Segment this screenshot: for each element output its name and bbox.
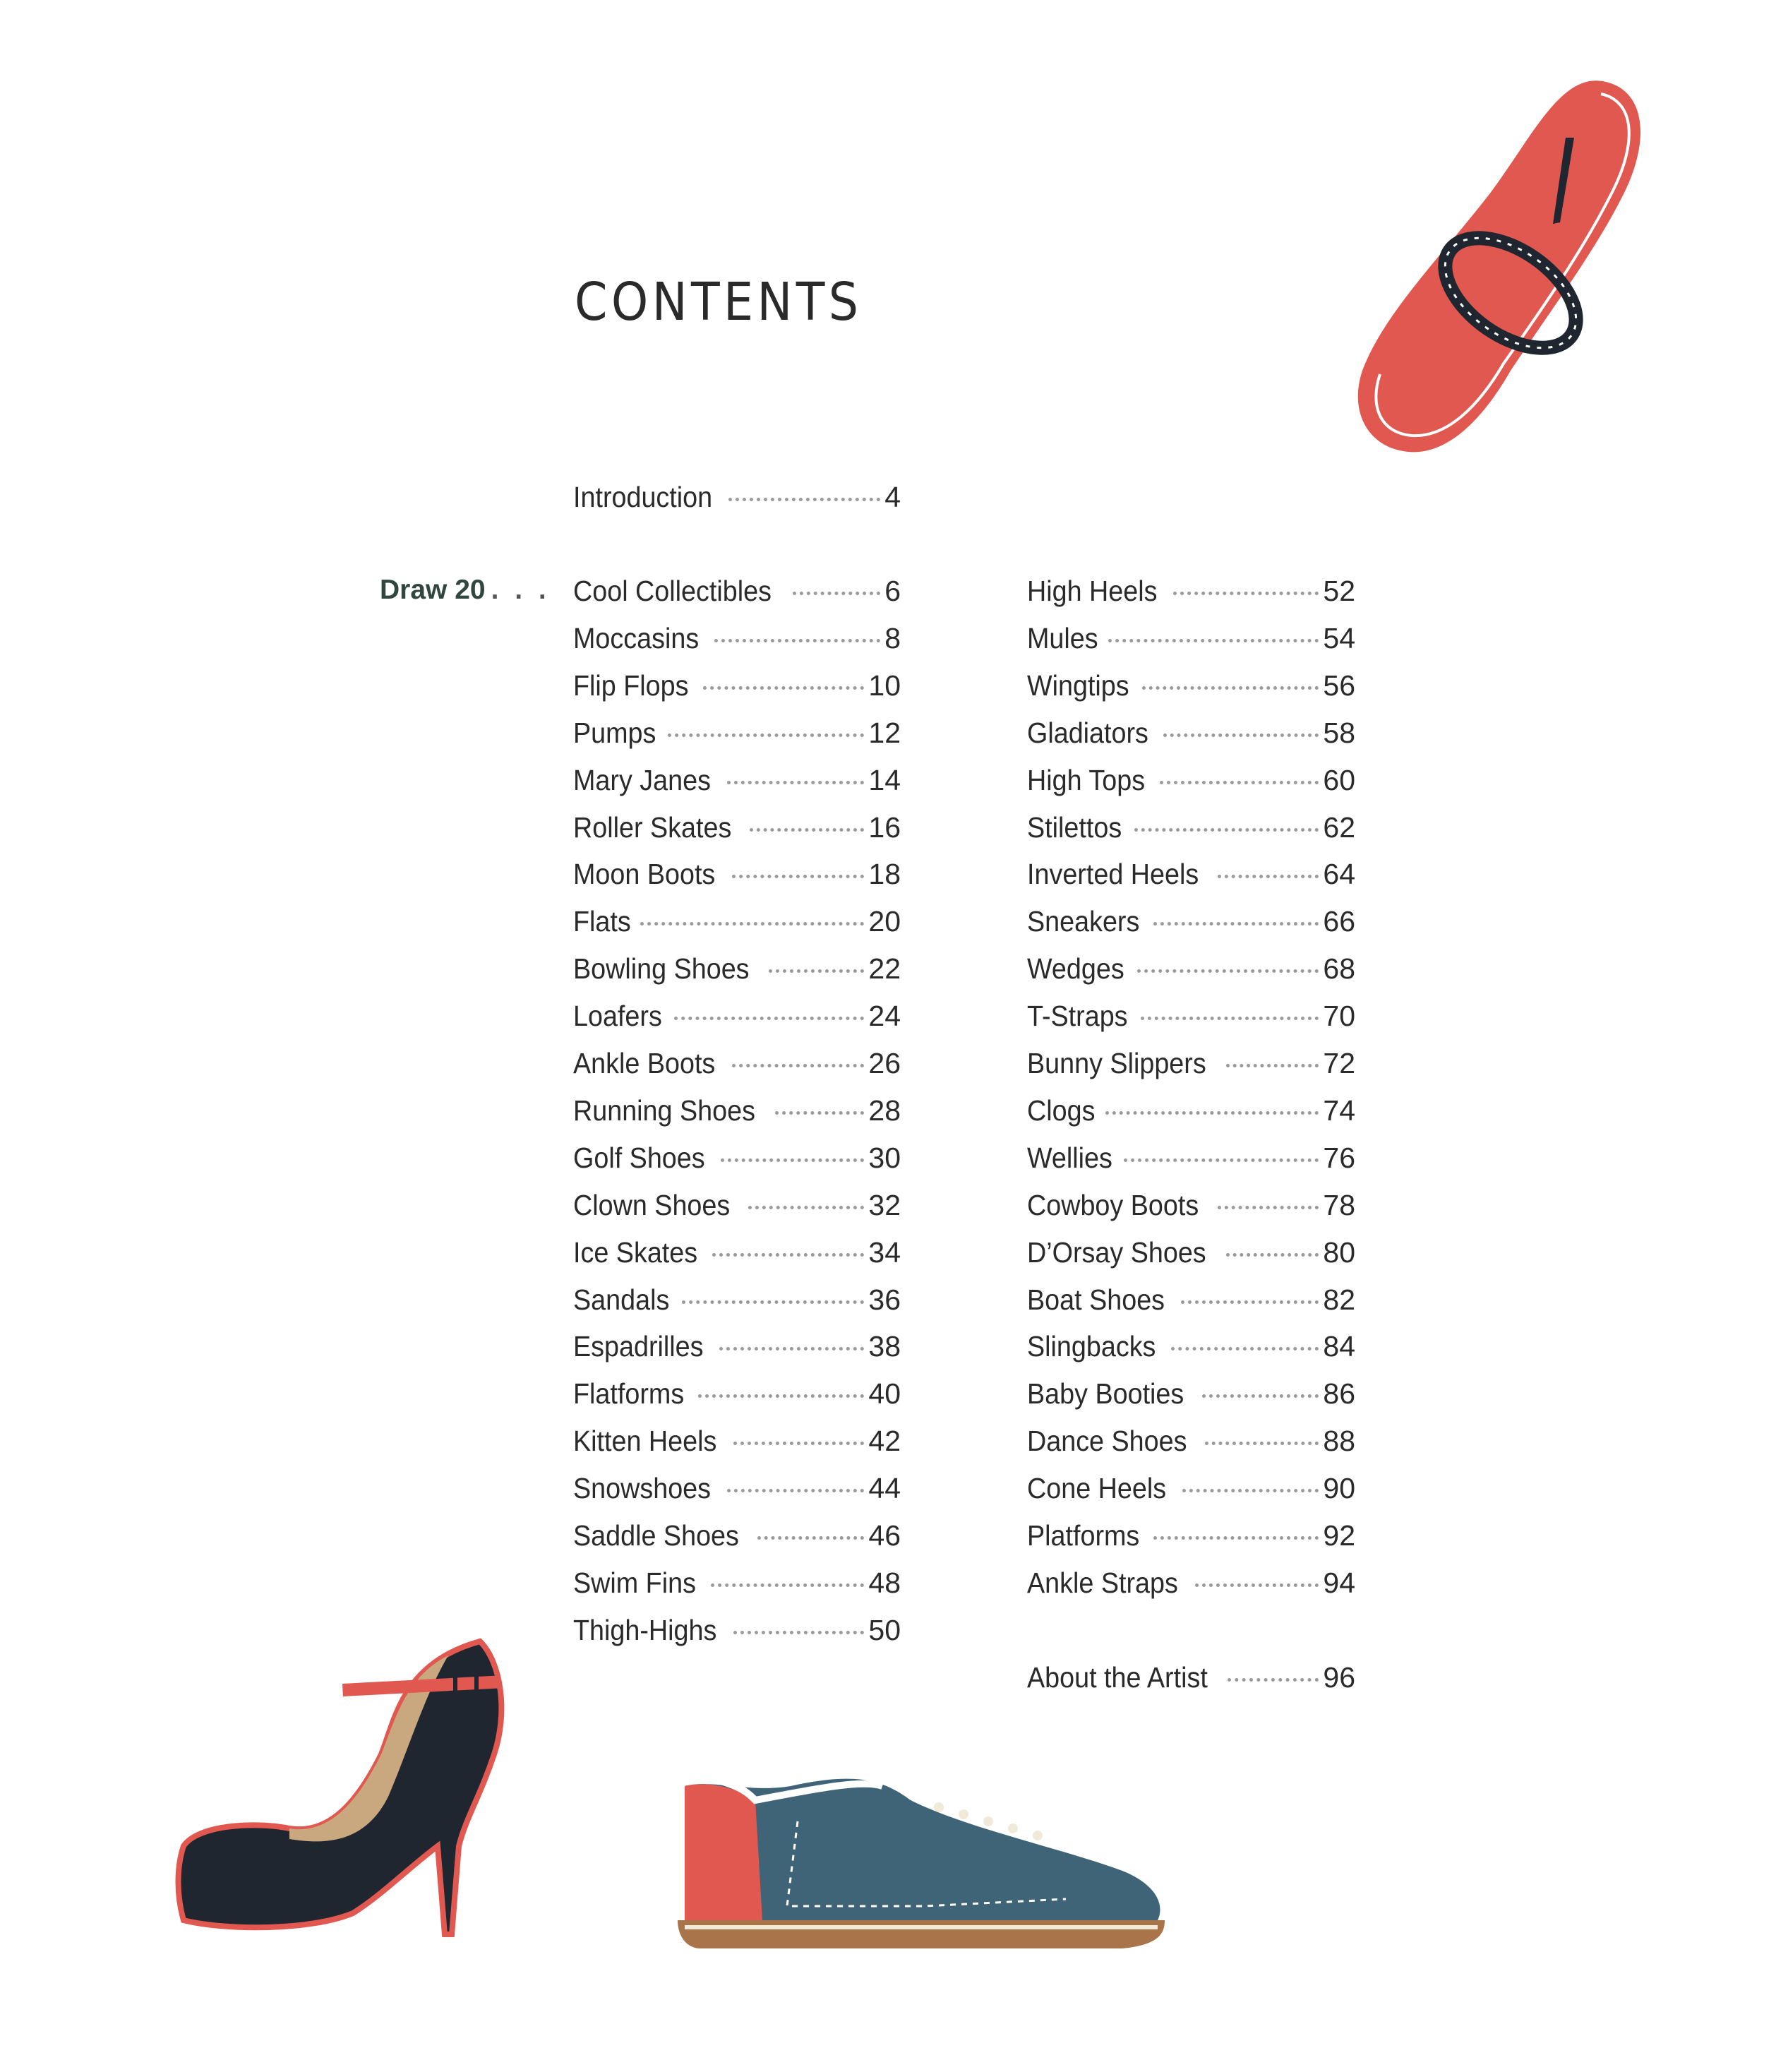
entry-page: 60: [1323, 763, 1355, 796]
toc-entry[interactable]: [1027, 713, 1355, 753]
entry-page: 80: [1323, 1235, 1355, 1269]
toc-entry[interactable]: [1027, 571, 1355, 611]
toc-entry[interactable]: [1027, 1516, 1355, 1555]
entry-label: T-Straps: [1027, 1000, 1128, 1033]
toc-entry[interactable]: [573, 1468, 901, 1508]
toc-entry[interactable]: [1027, 902, 1355, 941]
entry-page: 74: [1323, 1094, 1355, 1127]
dot-leader: [1160, 781, 1319, 784]
toc-entry[interactable]: [573, 1374, 901, 1413]
entry-label: Sandals: [573, 1283, 670, 1316]
toc-entry[interactable]: [1027, 996, 1355, 1036]
entry-page: 10: [868, 669, 901, 702]
entry-page: 36: [868, 1283, 901, 1316]
dot-leader: [727, 781, 864, 784]
entry-label: Loafers: [573, 1000, 662, 1033]
dot-leader: [1134, 828, 1319, 832]
dot-leader: [674, 1017, 865, 1020]
entry-label: Gladiators: [1027, 716, 1148, 749]
dot-leader: [1141, 1017, 1319, 1020]
toc-entry[interactable]: [1027, 1138, 1355, 1178]
toc-entry-introduction[interactable]: [573, 477, 901, 517]
toc-entry[interactable]: [573, 1280, 901, 1319]
entry-page: 88: [1323, 1425, 1355, 1458]
entry-page: 46: [868, 1519, 901, 1552]
entry-page: 6: [884, 575, 901, 607]
entry-page: 8: [884, 621, 901, 654]
dot-leader: [1124, 1158, 1319, 1162]
entry-page: 92: [1323, 1519, 1355, 1552]
entry-page: 32: [868, 1188, 901, 1221]
entry-label: Flip Flops: [573, 669, 689, 702]
entry-page: 78: [1323, 1188, 1355, 1221]
toc-entry[interactable]: [1027, 1374, 1355, 1413]
entry-label: Ankle Straps: [1027, 1566, 1178, 1599]
dot-leader: [1226, 1253, 1319, 1257]
entry-page: 34: [868, 1235, 901, 1269]
dot-leader: [793, 592, 880, 595]
entry-label: Clown Shoes: [573, 1188, 731, 1221]
entry-page: 76: [1323, 1141, 1355, 1174]
dot-leader: [1226, 1064, 1319, 1067]
dot-leader: [1142, 686, 1319, 690]
toc-entry[interactable]: [573, 808, 901, 847]
dot-leader: [769, 969, 864, 973]
toc-entry[interactable]: [573, 618, 901, 658]
toc-entry[interactable]: [573, 1091, 901, 1130]
entry-page: 90: [1323, 1472, 1355, 1505]
entry-page: 96: [1323, 1661, 1355, 1694]
entry-label: Baby Booties: [1027, 1377, 1184, 1411]
entry-page: 28: [868, 1094, 901, 1127]
dot-leader: [712, 1253, 864, 1257]
dot-leader: [1108, 639, 1319, 642]
entry-label: Cone Heels: [1027, 1472, 1167, 1505]
toc-entry[interactable]: [573, 902, 901, 941]
entry-label: Introduction: [573, 481, 713, 513]
entry-page: 24: [868, 1000, 901, 1033]
entry-page: 42: [868, 1425, 901, 1458]
dot-leader: [1182, 1489, 1319, 1492]
entry-label: Stilettos: [1027, 810, 1122, 844]
toc-entry[interactable]: [1027, 760, 1355, 800]
toc-entry[interactable]: [1027, 949, 1355, 988]
entry-label: Moccasins: [573, 621, 700, 654]
entry-label: Clogs: [1027, 1094, 1096, 1127]
entry-label: Sneakers: [1027, 905, 1140, 938]
entry-label: About the Artist: [1027, 1661, 1208, 1694]
toc-entry[interactable]: [573, 571, 901, 611]
toc-entry[interactable]: [573, 1516, 901, 1555]
section-label: Draw 20: [380, 575, 486, 605]
entry-label: Flats: [573, 905, 631, 938]
dot-leader: [733, 1442, 864, 1445]
toc-entry[interactable]: [573, 1421, 901, 1461]
dot-leader: [1202, 1394, 1319, 1398]
entry-page: 54: [1323, 621, 1355, 654]
entry-label: Saddle Shoes: [573, 1519, 739, 1552]
toc-entry[interactable]: [573, 1185, 901, 1225]
entry-label: Ankle Boots: [573, 1047, 716, 1079]
entry-page: 58: [1323, 716, 1355, 749]
toc-entry[interactable]: [1027, 1563, 1355, 1603]
toc-entry[interactable]: [573, 1327, 901, 1366]
entry-page: 14: [868, 763, 901, 796]
entry-label: Inverted Heels: [1027, 858, 1199, 891]
page-title: CONTENTS: [575, 272, 863, 333]
dot-leader: [1195, 1583, 1319, 1587]
entry-label: Platforms: [1027, 1519, 1140, 1552]
entry-page: 30: [868, 1141, 901, 1174]
entry-label: Wellies: [1027, 1141, 1112, 1174]
entry-label: Cool Collectibles: [573, 575, 772, 607]
dot-leader: [1137, 969, 1319, 973]
toc-entry[interactable]: [573, 1043, 901, 1083]
dot-leader: [719, 1347, 865, 1351]
toc-entry[interactable]: [1027, 1421, 1355, 1461]
entry-page: 26: [868, 1047, 901, 1079]
dot-leader: [1173, 592, 1319, 595]
entry-page: 20: [868, 905, 901, 938]
dot-leader: [757, 1536, 864, 1540]
entry-label: Pumps: [573, 716, 656, 749]
entry-label: Ice Skates: [573, 1235, 698, 1269]
entry-page: 50: [868, 1613, 901, 1646]
entry-label: Golf Shoes: [573, 1141, 705, 1174]
entry-label: Wedges: [1027, 952, 1124, 986]
dot-leader: [775, 1111, 864, 1115]
entry-page: 40: [868, 1377, 901, 1411]
entry-label: Roller Skates: [573, 810, 732, 844]
dot-leader: [1218, 1206, 1319, 1209]
dot-leader: [711, 1583, 864, 1587]
toc-entry[interactable]: [1027, 1327, 1355, 1366]
toc-entry-about-the-artist[interactable]: [1027, 1658, 1355, 1697]
entry-label: Snowshoes: [573, 1472, 712, 1505]
entry-page: 18: [868, 858, 901, 891]
dot-leader: [698, 1394, 865, 1398]
dot-leader: [750, 828, 865, 832]
toc-entry[interactable]: [1027, 1091, 1355, 1130]
high-heel-illustration: [169, 1634, 565, 1945]
entry-label: Kitten Heels: [573, 1425, 717, 1458]
toc-entry[interactable]: [1027, 854, 1355, 894]
entry-page: 86: [1323, 1377, 1355, 1411]
dot-leader: [733, 1631, 864, 1634]
section-heading: [380, 570, 551, 610]
entry-page: 82: [1323, 1283, 1355, 1316]
toc-entry[interactable]: [573, 949, 901, 988]
dot-leader: [640, 922, 865, 926]
dot-leader: [721, 1158, 865, 1162]
dot-leader: [1153, 922, 1319, 926]
dot-leader: [682, 1300, 864, 1304]
entry-page: 62: [1323, 810, 1355, 844]
toc-entry[interactable]: [1027, 1280, 1355, 1319]
entry-page: 12: [868, 716, 901, 749]
toc-entry[interactable]: [1027, 1185, 1355, 1225]
dot-leader: [1218, 875, 1319, 878]
dot-leader: [714, 639, 881, 642]
dot-leader: [1205, 1442, 1319, 1445]
toc-entry[interactable]: [1027, 1043, 1355, 1083]
entry-label: Moon Boots: [573, 858, 716, 891]
entry-label: Mary Janes: [573, 763, 711, 796]
toc-entry[interactable]: [1027, 1233, 1355, 1272]
toc-entry[interactable]: [573, 1610, 901, 1650]
entry-page: 56: [1323, 669, 1355, 702]
entry-page: 52: [1323, 575, 1355, 607]
entry-label: Espadrilles: [573, 1330, 704, 1363]
dot-leader: [1181, 1300, 1319, 1304]
entry-page: 16: [868, 810, 901, 844]
entry-label: D’Orsay Shoes: [1027, 1235, 1206, 1269]
bowling-shoe-illustration: [671, 1758, 1172, 1963]
toc-entry[interactable]: [1027, 808, 1355, 847]
toc-entry[interactable]: [1027, 666, 1355, 705]
dot-leader: [1163, 733, 1319, 737]
toc-entry[interactable]: [573, 854, 901, 894]
toc-entry[interactable]: [573, 713, 901, 753]
entry-page: 48: [868, 1566, 901, 1599]
entry-page: 22: [868, 952, 901, 986]
entry-label: Mules: [1027, 621, 1098, 654]
toc-entry[interactable]: [573, 1138, 901, 1178]
toc-entry[interactable]: [1027, 618, 1355, 658]
dot-leader: [1228, 1678, 1319, 1682]
entry-page: 68: [1323, 952, 1355, 986]
entry-label: Boat Shoes: [1027, 1283, 1165, 1316]
toc-entry[interactable]: [1027, 1468, 1355, 1508]
entry-label: Cowboy Boots: [1027, 1188, 1199, 1221]
flip-flop-illustration: [1341, 74, 1652, 462]
entry-page: 4: [884, 481, 901, 513]
dot-leader: [1153, 1536, 1319, 1540]
entry-page: 70: [1323, 1000, 1355, 1033]
entry-page: 64: [1323, 858, 1355, 891]
dot-leader: [728, 498, 880, 501]
entry-label: High Heels: [1027, 575, 1158, 607]
section-leader: . . .: [491, 575, 551, 605]
entry-page: 66: [1323, 905, 1355, 938]
dot-leader: [732, 875, 865, 878]
entry-label: Swim Fins: [573, 1566, 696, 1599]
toc-entry[interactable]: [573, 1233, 901, 1272]
entry-label: Bunny Slippers: [1027, 1047, 1206, 1079]
dot-leader: [727, 1489, 864, 1492]
entry-label: Slingbacks: [1027, 1330, 1156, 1363]
entry-label: Wingtips: [1027, 669, 1129, 702]
toc-entry[interactable]: [573, 666, 901, 705]
dot-leader: [732, 1064, 865, 1067]
toc-entry[interactable]: [573, 1563, 901, 1603]
dot-leader: [703, 686, 865, 690]
entry-label: Running Shoes: [573, 1094, 755, 1127]
entry-page: 72: [1323, 1047, 1355, 1079]
entry-label: Flatforms: [573, 1377, 685, 1411]
entry-page: 94: [1323, 1566, 1355, 1599]
dot-leader: [748, 1206, 865, 1209]
toc-entry[interactable]: [573, 760, 901, 800]
entry-label: Thigh-Highs: [573, 1613, 717, 1646]
entry-label: Dance Shoes: [1027, 1425, 1187, 1458]
dot-leader: [1105, 1111, 1319, 1115]
entry-label: Bowling Shoes: [573, 952, 750, 986]
entry-page: 84: [1323, 1330, 1355, 1363]
toc-entry[interactable]: [573, 996, 901, 1036]
entry-page: 44: [868, 1472, 901, 1505]
dot-leader: [668, 733, 865, 737]
dot-leader: [1171, 1347, 1319, 1351]
entry-page: 38: [868, 1330, 901, 1363]
entry-label: High Tops: [1027, 763, 1146, 796]
